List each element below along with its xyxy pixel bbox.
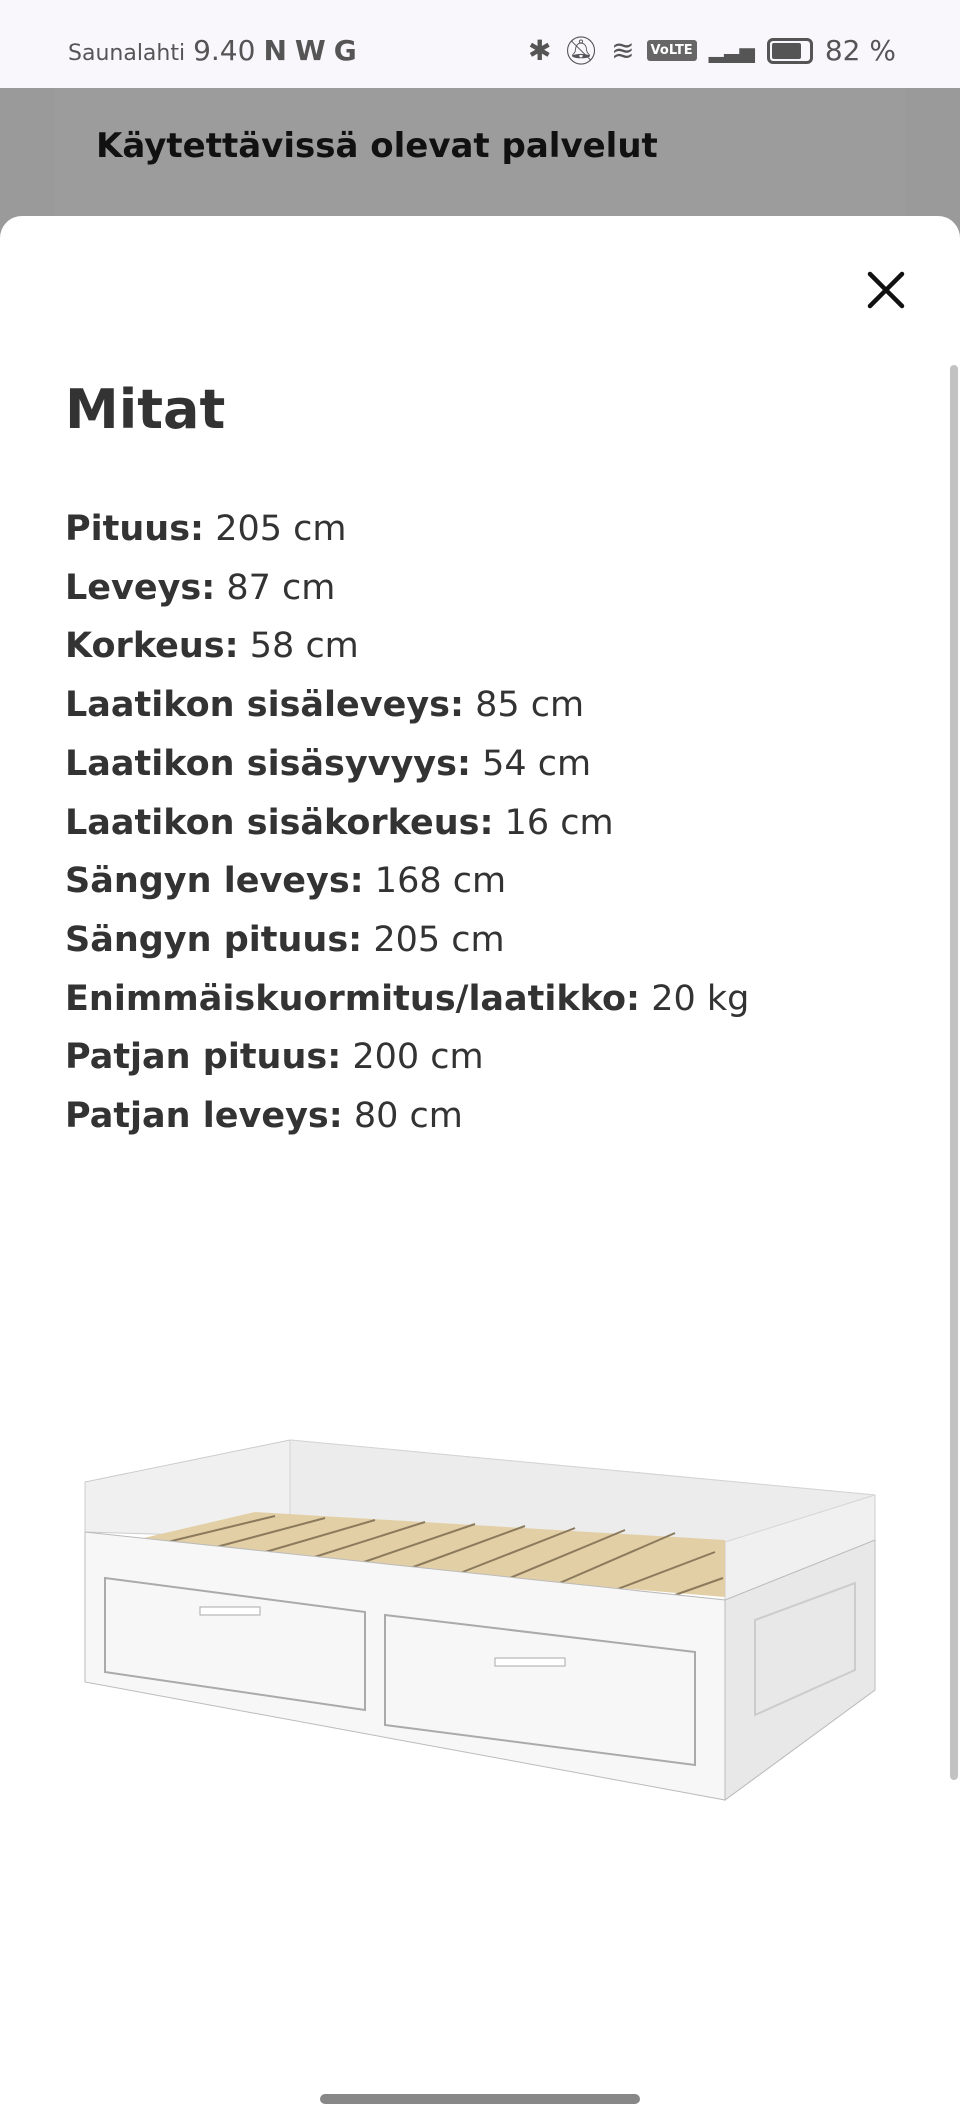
spec-value: 80 cm [353,1096,463,1137]
spec-label: Pituus: [65,509,205,549]
spec-value: 58 cm [249,626,359,667]
spec-row [65,500,749,559]
mute-bell-icon: 🔕︎ [563,34,600,67]
spec-label: Enimmäiskuormitus/laatikko: [65,978,641,1019]
spec-row [65,794,749,853]
spec-value: 85 cm [475,685,585,726]
clock: 9.40 [193,34,256,67]
spec-value: 200 cm [352,1037,484,1078]
g-icon: G [333,34,357,67]
spec-value: 20 kg [651,978,750,1019]
background-section-title: Käytettävissä olevat palvelut [96,126,658,166]
spec-row [65,1087,749,1146]
signal-icon: ▂▃▅ [708,38,755,63]
status-bar [0,0,960,88]
spec-value: 168 cm [374,861,507,902]
spec-row [65,676,749,735]
spec-label: Laatikon sisäkorkeus: [65,802,494,843]
spec-label: Laatikon sisäleveys: [65,685,464,726]
battery-icon [767,38,813,64]
sheet-title: Mitat [65,378,226,441]
spec-label: Leveys: [65,567,216,608]
spec-label: Sängyn leveys: [65,861,364,902]
spec-value: 87 cm [226,567,336,608]
spec-label: Laatikon sisäsyvyys: [65,743,471,784]
wifi-icon: ≋ [611,34,635,67]
spec-row [65,559,749,618]
spec-label: Patjan leveys: [65,1096,343,1137]
spec-label: Sängyn pituus: [65,919,363,960]
product-image-daybed [75,1420,895,1820]
spec-row [65,735,749,794]
spec-value: 205 cm [215,509,347,549]
dimensions-list [65,500,749,1146]
spec-value: 205 cm [373,919,505,960]
spec-value: 54 cm [482,743,592,784]
close-icon [858,262,914,318]
spec-value: 16 cm [504,802,614,843]
carrier-name: Saunalahti [68,41,186,66]
battery-percent: 82 % [824,34,896,67]
spec-row [65,852,749,911]
spec-label: Korkeus: [65,626,239,667]
w-icon: W [294,34,326,67]
close-button[interactable] [858,262,914,318]
volte-icon: VoLTE [647,40,697,61]
gesture-nav-bar[interactable] [320,2094,640,2104]
spec-row [65,1028,749,1087]
bluetooth-icon: ✱ [528,34,552,67]
spec-row [65,617,749,676]
spec-label: Patjan pituus: [65,1037,342,1078]
spec-row [65,911,749,970]
nfc-icon: N [263,34,287,67]
spec-row [65,970,749,1029]
scrollbar[interactable] [950,365,958,1780]
